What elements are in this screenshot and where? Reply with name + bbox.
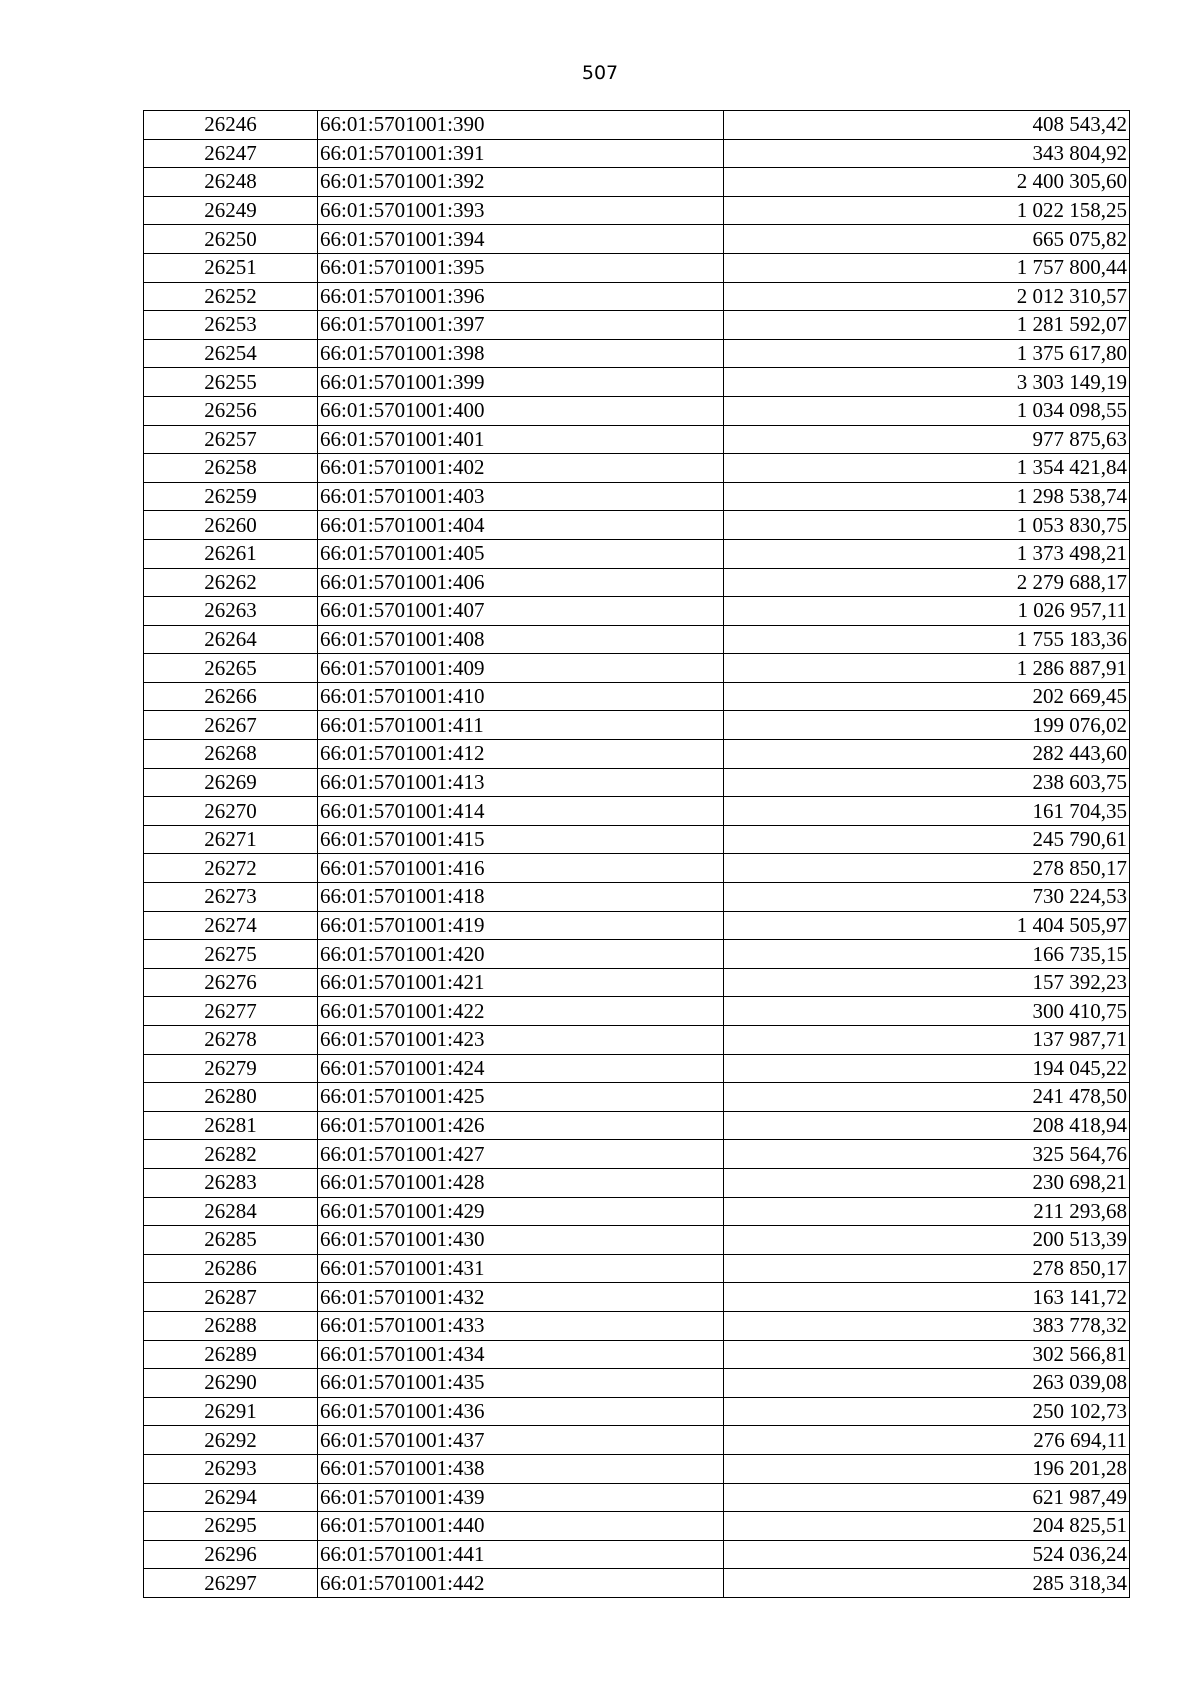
table-row: [144, 625, 1130, 654]
cadastral-number: 66:01:5701001:438: [318, 1454, 724, 1483]
table-row: [144, 711, 1130, 740]
row-number: 26257: [144, 425, 318, 454]
cadastral-value: 1 373 498,21: [724, 539, 1130, 568]
cadastral-number: 66:01:5701001:441: [318, 1540, 724, 1569]
row-number: 26275: [144, 940, 318, 969]
cadastral-value: 230 698,21: [724, 1168, 1130, 1197]
row-number: 26262: [144, 568, 318, 597]
row-number: 26281: [144, 1111, 318, 1140]
cadastral-value: 383 778,32: [724, 1311, 1130, 1340]
table-row: [144, 997, 1130, 1026]
cadastral-number: 66:01:5701001:414: [318, 797, 724, 826]
cadastral-number: 66:01:5701001:413: [318, 768, 724, 797]
cadastral-value: 282 443,60: [724, 740, 1130, 769]
cadastral-number: 66:01:5701001:420: [318, 940, 724, 969]
row-number: 26282: [144, 1140, 318, 1169]
cadastral-value: 241 478,50: [724, 1083, 1130, 1112]
row-number: 26297: [144, 1569, 318, 1598]
cadastral-number: 66:01:5701001:440: [318, 1512, 724, 1541]
cadastral-value: 278 850,17: [724, 854, 1130, 883]
cadastral-number: 66:01:5701001:423: [318, 1026, 724, 1055]
row-number: 26274: [144, 911, 318, 940]
row-number: 26250: [144, 225, 318, 254]
row-number: 26293: [144, 1454, 318, 1483]
cadastral-value: 208 418,94: [724, 1111, 1130, 1140]
cadastral-value: 137 987,71: [724, 1026, 1130, 1055]
cadastral-value: 202 669,45: [724, 682, 1130, 711]
row-number: 26256: [144, 396, 318, 425]
table-row: [144, 940, 1130, 969]
table-row: [144, 1083, 1130, 1112]
table-row: [144, 253, 1130, 282]
cadastral-number: 66:01:5701001:408: [318, 625, 724, 654]
table-row: [144, 425, 1130, 454]
cadastral-number: 66:01:5701001:415: [318, 825, 724, 854]
table-row: [144, 1569, 1130, 1598]
row-number: 26273: [144, 883, 318, 912]
cadastral-number: 66:01:5701001:424: [318, 1054, 724, 1083]
table-row: [144, 597, 1130, 626]
row-number: 26261: [144, 539, 318, 568]
cadastral-value: 211 293,68: [724, 1197, 1130, 1226]
cadastral-value: 1 755 183,36: [724, 625, 1130, 654]
cadastral-value: 200 513,39: [724, 1226, 1130, 1255]
row-number: 26294: [144, 1483, 318, 1512]
cadastral-value: 278 850,17: [724, 1254, 1130, 1283]
cadastral-number: 66:01:5701001:404: [318, 511, 724, 540]
cadastral-value: 157 392,23: [724, 968, 1130, 997]
cadastral-value: 730 224,53: [724, 883, 1130, 912]
cadastral-number: 66:01:5701001:421: [318, 968, 724, 997]
cadastral-value: 302 566,81: [724, 1340, 1130, 1369]
table-row: [144, 139, 1130, 168]
cadastral-number: 66:01:5701001:393: [318, 196, 724, 225]
row-number: 26272: [144, 854, 318, 883]
cadastral-value-table: [143, 110, 1130, 1598]
cadastral-number: 66:01:5701001:432: [318, 1283, 724, 1312]
cadastral-value: 1 022 158,25: [724, 196, 1130, 225]
cadastral-number: 66:01:5701001:396: [318, 282, 724, 311]
cadastral-value: 194 045,22: [724, 1054, 1130, 1083]
cadastral-value: 245 790,61: [724, 825, 1130, 854]
cadastral-number: 66:01:5701001:399: [318, 368, 724, 397]
row-number: 26268: [144, 740, 318, 769]
cadastral-number: 66:01:5701001:397: [318, 311, 724, 340]
cadastral-number: 66:01:5701001:400: [318, 396, 724, 425]
table-body: [144, 111, 1130, 1598]
cadastral-value: 408 543,42: [724, 111, 1130, 140]
cadastral-number: 66:01:5701001:416: [318, 854, 724, 883]
row-number: 26292: [144, 1426, 318, 1455]
table-row: [144, 454, 1130, 483]
row-number: 26255: [144, 368, 318, 397]
cadastral-number: 66:01:5701001:434: [318, 1340, 724, 1369]
cadastral-value: 1 053 830,75: [724, 511, 1130, 540]
cadastral-number: 66:01:5701001:431: [318, 1254, 724, 1283]
cadastral-value: 325 564,76: [724, 1140, 1130, 1169]
row-number: 26259: [144, 482, 318, 511]
row-number: 26264: [144, 625, 318, 654]
table-row: [144, 1540, 1130, 1569]
row-number: 26296: [144, 1540, 318, 1569]
table-row: [144, 1054, 1130, 1083]
cadastral-value: 1 286 887,91: [724, 654, 1130, 683]
row-number: 26260: [144, 511, 318, 540]
row-number: 26265: [144, 654, 318, 683]
cadastral-number: 66:01:5701001:409: [318, 654, 724, 683]
table-row: [144, 225, 1130, 254]
row-number: 26253: [144, 311, 318, 340]
row-number: 26276: [144, 968, 318, 997]
row-number: 26289: [144, 1340, 318, 1369]
cadastral-number: 66:01:5701001:410: [318, 682, 724, 711]
table-row: [144, 1111, 1130, 1140]
row-number: 26246: [144, 111, 318, 140]
cadastral-number: 66:01:5701001:407: [318, 597, 724, 626]
cadastral-value: 977 875,63: [724, 425, 1130, 454]
table-row: [144, 1397, 1130, 1426]
cadastral-number: 66:01:5701001:418: [318, 883, 724, 912]
table-row: [144, 1483, 1130, 1512]
table-row: [144, 911, 1130, 940]
cadastral-value: 1 375 617,80: [724, 339, 1130, 368]
table-row: [144, 111, 1130, 140]
cadastral-number: 66:01:5701001:402: [318, 454, 724, 483]
row-number: 26291: [144, 1397, 318, 1426]
cadastral-value: 2 012 310,57: [724, 282, 1130, 311]
cadastral-value: 621 987,49: [724, 1483, 1130, 1512]
cadastral-value: 276 694,11: [724, 1426, 1130, 1455]
cadastral-value: 1 026 957,11: [724, 597, 1130, 626]
cadastral-number: 66:01:5701001:429: [318, 1197, 724, 1226]
cadastral-value: 196 201,28: [724, 1454, 1130, 1483]
table-row: [144, 1168, 1130, 1197]
cadastral-value: 1 354 421,84: [724, 454, 1130, 483]
cadastral-value: 250 102,73: [724, 1397, 1130, 1426]
cadastral-value: 161 704,35: [724, 797, 1130, 826]
cadastral-value: 204 825,51: [724, 1512, 1130, 1541]
table-row: [144, 568, 1130, 597]
row-number: 26251: [144, 253, 318, 282]
cadastral-value: 524 036,24: [724, 1540, 1130, 1569]
cadastral-value: 1 281 592,07: [724, 311, 1130, 340]
cadastral-number: 66:01:5701001:392: [318, 168, 724, 197]
table-row: [144, 1140, 1130, 1169]
table-row: [144, 396, 1130, 425]
cadastral-number: 66:01:5701001:436: [318, 1397, 724, 1426]
row-number: 26279: [144, 1054, 318, 1083]
table-row: [144, 1512, 1130, 1541]
table-row: [144, 968, 1130, 997]
row-number: 26263: [144, 597, 318, 626]
table-row: [144, 1311, 1130, 1340]
cadastral-number: 66:01:5701001:395: [318, 253, 724, 282]
cadastral-number: 66:01:5701001:425: [318, 1083, 724, 1112]
cadastral-value: 199 076,02: [724, 711, 1130, 740]
cadastral-value: 285 318,34: [724, 1569, 1130, 1598]
row-number: 26254: [144, 339, 318, 368]
row-number: 26252: [144, 282, 318, 311]
table-row: [144, 196, 1130, 225]
cadastral-number: 66:01:5701001:394: [318, 225, 724, 254]
cadastral-number: 66:01:5701001:437: [318, 1426, 724, 1455]
table-row: [144, 311, 1130, 340]
cadastral-value: 1 757 800,44: [724, 253, 1130, 282]
cadastral-number: 66:01:5701001:435: [318, 1369, 724, 1398]
row-number: 26284: [144, 1197, 318, 1226]
row-number: 26283: [144, 1168, 318, 1197]
row-number: 26288: [144, 1311, 318, 1340]
table-row: [144, 797, 1130, 826]
row-number: 26290: [144, 1369, 318, 1398]
cadastral-number: 66:01:5701001:419: [318, 911, 724, 940]
table-row: [144, 511, 1130, 540]
cadastral-number: 66:01:5701001:390: [318, 111, 724, 140]
table-row: [144, 768, 1130, 797]
table-row: [144, 825, 1130, 854]
cadastral-number: 66:01:5701001:442: [318, 1569, 724, 1598]
cadastral-number: 66:01:5701001:433: [318, 1311, 724, 1340]
table-row: [144, 854, 1130, 883]
table-row: [144, 168, 1130, 197]
table-row: [144, 282, 1130, 311]
row-number: 26285: [144, 1226, 318, 1255]
row-number: 26266: [144, 682, 318, 711]
row-number: 26277: [144, 997, 318, 1026]
cadastral-number: 66:01:5701001:412: [318, 740, 724, 769]
cadastral-value: 665 075,82: [724, 225, 1130, 254]
table-row: [144, 368, 1130, 397]
table-row: [144, 1454, 1130, 1483]
cadastral-number: 66:01:5701001:427: [318, 1140, 724, 1169]
row-number: 26280: [144, 1083, 318, 1112]
row-number: 26286: [144, 1254, 318, 1283]
cadastral-number: 66:01:5701001:401: [318, 425, 724, 454]
row-number: 26278: [144, 1026, 318, 1055]
cadastral-value: 2 400 305,60: [724, 168, 1130, 197]
cadastral-number: 66:01:5701001:406: [318, 568, 724, 597]
row-number: 26258: [144, 454, 318, 483]
cadastral-value: 3 303 149,19: [724, 368, 1130, 397]
table-row: [144, 740, 1130, 769]
table-row: [144, 1226, 1130, 1255]
row-number: 26295: [144, 1512, 318, 1541]
cadastral-value: 300 410,75: [724, 997, 1130, 1026]
cadastral-value: 343 804,92: [724, 139, 1130, 168]
table-row: [144, 482, 1130, 511]
table-row: [144, 1254, 1130, 1283]
cadastral-value: 163 141,72: [724, 1283, 1130, 1312]
table-row: [144, 1197, 1130, 1226]
row-number: 26249: [144, 196, 318, 225]
page-number: 507: [581, 62, 619, 84]
cadastral-value: 1 034 098,55: [724, 396, 1130, 425]
cadastral-value: 1 298 538,74: [724, 482, 1130, 511]
cadastral-value: 263 039,08: [724, 1369, 1130, 1398]
cadastral-number: 66:01:5701001:422: [318, 997, 724, 1026]
row-number: 26248: [144, 168, 318, 197]
cadastral-number: 66:01:5701001:405: [318, 539, 724, 568]
table-row: [144, 654, 1130, 683]
row-number: 26270: [144, 797, 318, 826]
table-row: [144, 682, 1130, 711]
row-number: 26269: [144, 768, 318, 797]
cadastral-number: 66:01:5701001:430: [318, 1226, 724, 1255]
cadastral-value: 166 735,15: [724, 940, 1130, 969]
cadastral-number: 66:01:5701001:398: [318, 339, 724, 368]
cadastral-value: 238 603,75: [724, 768, 1130, 797]
table-row: [144, 1369, 1130, 1398]
table-row: [144, 883, 1130, 912]
table-row: [144, 1026, 1130, 1055]
cadastral-number: 66:01:5701001:391: [318, 139, 724, 168]
table-row: [144, 1283, 1130, 1312]
cadastral-number: 66:01:5701001:411: [318, 711, 724, 740]
row-number: 26271: [144, 825, 318, 854]
table-row: [144, 339, 1130, 368]
row-number: 26247: [144, 139, 318, 168]
cadastral-number: 66:01:5701001:426: [318, 1111, 724, 1140]
cadastral-number: 66:01:5701001:403: [318, 482, 724, 511]
cadastral-value: 2 279 688,17: [724, 568, 1130, 597]
row-number: 26287: [144, 1283, 318, 1312]
cadastral-number: 66:01:5701001:439: [318, 1483, 724, 1512]
cadastral-number: 66:01:5701001:428: [318, 1168, 724, 1197]
row-number: 26267: [144, 711, 318, 740]
cadastral-value: 1 404 505,97: [724, 911, 1130, 940]
table-row: [144, 1426, 1130, 1455]
table-row: [144, 539, 1130, 568]
table-row: [144, 1340, 1130, 1369]
